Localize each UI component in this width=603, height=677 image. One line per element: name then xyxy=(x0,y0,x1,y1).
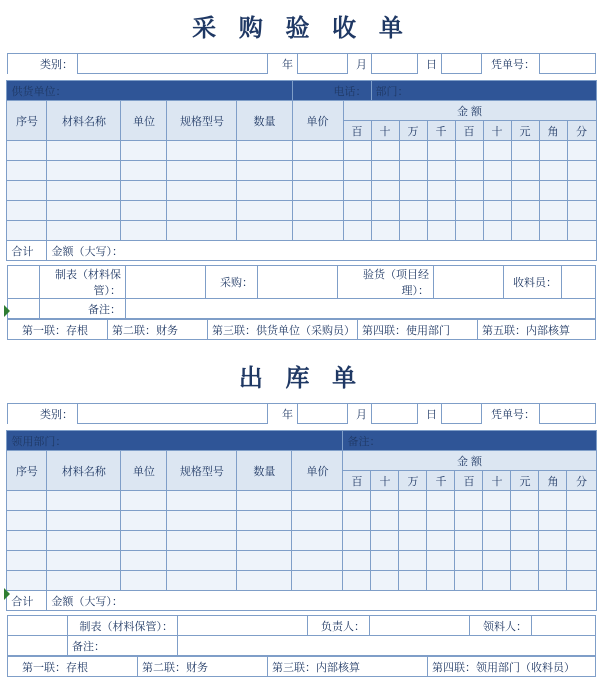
cell-amt-1[interactable] xyxy=(343,571,371,591)
purchase-col-unit: 单位 xyxy=(121,101,167,141)
cell-amt-7[interactable] xyxy=(511,221,539,241)
green-corner-marker xyxy=(4,588,10,600)
issue-category-input[interactable] xyxy=(78,404,268,424)
issue-column-header-row xyxy=(7,451,596,471)
cell-amt-3[interactable] xyxy=(399,161,427,181)
table-row[interactable] xyxy=(7,511,596,531)
cell-spec[interactable] xyxy=(167,551,237,571)
cell-unit[interactable] xyxy=(121,221,167,241)
purchase-unit-bai-1: 百 xyxy=(343,121,371,141)
purchase-col-amount-group: 金 额 xyxy=(343,101,596,121)
purchase-unit-bai-2: 百 xyxy=(455,121,483,141)
purchase-day-label: 日 xyxy=(418,54,442,74)
cell-amt-6[interactable] xyxy=(483,571,511,591)
issue-sign-spacer xyxy=(8,616,68,636)
purchase-main-table xyxy=(6,80,596,261)
purchase-unit-shi-1: 十 xyxy=(371,121,399,141)
issue-category-label: 类别： xyxy=(8,404,78,424)
issue-col-qty: 数量 xyxy=(237,451,292,491)
purchase-col-price: 单价 xyxy=(292,101,343,141)
cell-material[interactable] xyxy=(47,181,121,201)
cell-amt-8[interactable] xyxy=(539,571,567,591)
cell-amt-9[interactable] xyxy=(567,141,596,161)
table-row[interactable] xyxy=(7,181,596,201)
cell-qty[interactable] xyxy=(237,161,292,181)
cell-unit[interactable] xyxy=(121,161,167,181)
purchase-unit-fen: 分 xyxy=(567,121,596,141)
cell-no[interactable] xyxy=(7,141,47,161)
issue-copy-4: 第四联：领用部门（收料员） xyxy=(428,657,596,677)
cell-amt-5[interactable] xyxy=(455,221,483,241)
cell-amt-8[interactable] xyxy=(539,141,567,161)
cell-material[interactable] xyxy=(47,531,121,551)
issue-month-input[interactable] xyxy=(372,404,418,424)
cell-amt-2[interactable] xyxy=(371,141,399,161)
cell-amt-7[interactable] xyxy=(511,181,539,201)
cell-amt-1[interactable] xyxy=(343,551,371,571)
cell-amt-7[interactable] xyxy=(511,571,539,591)
cell-amt-1[interactable] xyxy=(343,221,371,241)
cell-amt-7[interactable] xyxy=(511,141,539,161)
cell-price[interactable] xyxy=(292,511,343,531)
issue-department-bar xyxy=(7,431,596,451)
cell-amt-4[interactable] xyxy=(427,511,455,531)
purchase-copy-3: 第三联：供货单位（采购员） xyxy=(208,320,358,340)
issue-col-material: 材料名称 xyxy=(47,451,121,491)
cell-material[interactable] xyxy=(47,551,121,571)
issue-department-label: 领用部门： xyxy=(7,431,343,451)
issue-voucher-label: 凭单号： xyxy=(482,404,540,424)
cell-amt-2[interactable] xyxy=(371,221,399,241)
cell-no[interactable] xyxy=(7,531,47,551)
cell-material[interactable] xyxy=(47,221,121,241)
purchase-info-table xyxy=(7,53,596,74)
table-row[interactable] xyxy=(7,571,596,591)
cell-no[interactable] xyxy=(7,511,47,531)
cell-amt-3[interactable] xyxy=(399,201,427,221)
cell-no[interactable] xyxy=(7,221,47,241)
purchase-sign-input-2[interactable] xyxy=(258,266,338,299)
purchase-sign-label-4: 收料员： xyxy=(504,266,562,299)
purchase-col-material: 材料名称 xyxy=(47,101,121,141)
issue-sign-label-2: 负责人： xyxy=(308,616,370,636)
issue-col-spec: 规格型号 xyxy=(167,451,237,491)
purchase-col-qty: 数量 xyxy=(237,101,292,141)
cell-amt-3[interactable] xyxy=(399,531,427,551)
cell-price[interactable] xyxy=(292,161,343,181)
issue-total-amount-in-words[interactable]: 金额（大写）： xyxy=(47,591,596,611)
purchase-unit-yuan: 元 xyxy=(511,121,539,141)
cell-spec[interactable] xyxy=(167,511,237,531)
cell-amt-3[interactable] xyxy=(399,551,427,571)
purchase-copy-1: 第一联：存根 xyxy=(8,320,108,340)
cell-amt-8[interactable] xyxy=(539,531,567,551)
cell-amt-8[interactable] xyxy=(539,201,567,221)
green-corner-marker xyxy=(4,305,10,317)
issue-copy-1: 第一联：存根 xyxy=(8,657,138,677)
cell-amt-7[interactable] xyxy=(511,201,539,221)
issue-col-no: 序号 xyxy=(7,451,47,491)
purchase-sign-input-4[interactable] xyxy=(562,266,596,299)
cell-amt-4[interactable] xyxy=(427,181,455,201)
section-issue-voucher xyxy=(0,350,603,677)
cell-price[interactable] xyxy=(292,201,343,221)
cell-amt-2[interactable] xyxy=(371,181,399,201)
issue-col-price: 单价 xyxy=(292,451,343,491)
issue-main-table xyxy=(6,430,596,611)
cell-amt-2[interactable] xyxy=(371,531,399,551)
cell-amt-4[interactable] xyxy=(427,491,455,511)
cell-material[interactable] xyxy=(47,491,121,511)
issue-signature-table xyxy=(7,615,596,656)
cell-amt-9[interactable] xyxy=(567,161,596,181)
cell-qty[interactable] xyxy=(237,531,292,551)
issue-copy-2: 第二联：财务 xyxy=(138,657,268,677)
cell-amt-6[interactable] xyxy=(483,201,511,221)
table-row[interactable] xyxy=(7,141,596,161)
purchase-copy-4: 第四联：使用部门 xyxy=(358,320,478,340)
cell-amt-3[interactable] xyxy=(399,491,427,511)
cell-amt-5[interactable] xyxy=(455,571,483,591)
cell-spec[interactable] xyxy=(167,141,237,161)
cell-amt-9[interactable] xyxy=(567,181,596,201)
cell-amt-5[interactable] xyxy=(455,531,483,551)
purchase-sign-spacer xyxy=(8,266,40,299)
cell-qty[interactable] xyxy=(237,221,292,241)
cell-unit[interactable] xyxy=(121,141,167,161)
cell-amt-9[interactable] xyxy=(567,221,596,241)
cell-no[interactable] xyxy=(7,201,47,221)
cell-unit[interactable] xyxy=(121,531,167,551)
cell-qty[interactable] xyxy=(237,551,292,571)
cell-amt-2[interactable] xyxy=(371,551,399,571)
cell-amt-4[interactable] xyxy=(427,571,455,591)
issue-unit-shi-2: 十 xyxy=(483,471,511,491)
cell-unit[interactable] xyxy=(121,201,167,221)
cell-amt-2[interactable] xyxy=(371,161,399,181)
issue-day-label: 日 xyxy=(418,404,442,424)
purchase-col-no: 序号 xyxy=(7,101,47,141)
table-row[interactable] xyxy=(7,161,596,181)
cell-no[interactable] xyxy=(7,181,47,201)
purchase-department-label: 部门： xyxy=(371,81,596,101)
cell-amt-9[interactable] xyxy=(567,531,596,551)
cell-amt-5[interactable] xyxy=(455,181,483,201)
issue-col-amount-group: 金 额 xyxy=(343,451,596,471)
cell-qty[interactable] xyxy=(237,511,292,531)
issue-remark-bar-label: 备注： xyxy=(343,431,596,451)
cell-amt-1[interactable] xyxy=(343,201,371,221)
cell-amt-1[interactable] xyxy=(343,141,371,161)
cell-no[interactable] xyxy=(7,491,47,511)
cell-price[interactable] xyxy=(292,571,343,591)
issue-sign-input-2[interactable] xyxy=(370,616,470,636)
issue-unit-jiao: 角 xyxy=(539,471,567,491)
cell-amt-5[interactable] xyxy=(455,511,483,531)
cell-qty[interactable] xyxy=(237,571,292,591)
cell-unit[interactable] xyxy=(121,571,167,591)
purchase-column-header-row xyxy=(7,101,596,121)
purchase-remark-input[interactable] xyxy=(126,299,596,319)
cell-amt-8[interactable] xyxy=(539,511,567,531)
issue-remark-input[interactable] xyxy=(178,636,596,656)
purchase-sign-label-3: 验货（项目经理）： xyxy=(338,266,434,299)
purchase-year-input[interactable] xyxy=(298,54,348,74)
cell-qty[interactable] xyxy=(237,141,292,161)
purchase-signature-table xyxy=(7,265,596,319)
issue-year-label: 年 xyxy=(268,404,298,424)
purchase-sign-label-1: 制表（材料保管）： xyxy=(40,266,126,299)
cell-amt-6[interactable] xyxy=(483,551,511,571)
cell-spec[interactable] xyxy=(167,221,237,241)
issue-unit-fen: 分 xyxy=(567,471,596,491)
issue-sign-label-1: 制表（材料保管）： xyxy=(68,616,178,636)
cell-spec[interactable] xyxy=(167,181,237,201)
cell-amt-9[interactable] xyxy=(567,491,596,511)
cell-material[interactable] xyxy=(47,511,121,531)
issue-unit-bai-1: 百 xyxy=(343,471,371,491)
cell-material[interactable] xyxy=(47,571,121,591)
purchase-copy-2: 第二联：财务 xyxy=(108,320,208,340)
cell-amt-5[interactable] xyxy=(455,491,483,511)
purchase-unit-wan: 万 xyxy=(399,121,427,141)
cell-amt-5[interactable] xyxy=(455,161,483,181)
cell-price[interactable] xyxy=(292,531,343,551)
cell-amt-4[interactable] xyxy=(427,531,455,551)
issue-day-input[interactable] xyxy=(442,404,482,424)
page-title-issue: 出 库 单 xyxy=(238,365,365,392)
purchase-sign-input-3[interactable] xyxy=(434,266,504,299)
cell-price[interactable] xyxy=(292,221,343,241)
purchase-copy-5: 第五联：内部核算 xyxy=(478,320,596,340)
cell-amt-3[interactable] xyxy=(399,221,427,241)
issue-year-input[interactable] xyxy=(298,404,348,424)
cell-no[interactable] xyxy=(7,571,47,591)
issue-sign-input-3[interactable] xyxy=(532,616,596,636)
cell-amt-9[interactable] xyxy=(567,511,596,531)
issue-sign-label-3: 领料人： xyxy=(470,616,532,636)
cell-amt-7[interactable] xyxy=(511,511,539,531)
cell-amt-1[interactable] xyxy=(343,491,371,511)
purchase-unit-shi-2: 十 xyxy=(483,121,511,141)
purchase-unit-qian: 千 xyxy=(427,121,455,141)
cell-spec[interactable] xyxy=(167,571,237,591)
cell-amt-4[interactable] xyxy=(427,201,455,221)
cell-amt-6[interactable] xyxy=(483,531,511,551)
cell-spec[interactable] xyxy=(167,531,237,551)
cell-amt-6[interactable] xyxy=(483,181,511,201)
purchase-sign-label-2: 采购： xyxy=(206,266,258,299)
table-row[interactable] xyxy=(7,491,596,511)
issue-unit-bai-2: 百 xyxy=(455,471,483,491)
cell-amt-8[interactable] xyxy=(539,491,567,511)
cell-amt-9[interactable] xyxy=(567,551,596,571)
purchase-month-input[interactable] xyxy=(372,54,418,74)
cell-price[interactable] xyxy=(292,141,343,161)
table-row[interactable] xyxy=(7,531,596,551)
issue-remark-spacer xyxy=(8,636,68,656)
issue-remark-label: 备注： xyxy=(68,636,178,656)
purchase-total-label: 合计 xyxy=(7,241,47,261)
purchase-month-label: 月 xyxy=(348,54,372,74)
issue-copy-3: 第三联：内部核算 xyxy=(268,657,428,677)
purchase-voucher-label: 凭单号： xyxy=(482,54,540,74)
cell-amt-7[interactable] xyxy=(511,161,539,181)
cell-spec[interactable] xyxy=(167,161,237,181)
cell-amt-6[interactable] xyxy=(483,221,511,241)
cell-amt-4[interactable] xyxy=(427,221,455,241)
cell-material[interactable] xyxy=(47,201,121,221)
issue-info-table xyxy=(7,403,596,424)
purchase-year-label: 年 xyxy=(268,54,298,74)
issue-month-label: 月 xyxy=(348,404,372,424)
cell-amt-9[interactable] xyxy=(567,201,596,221)
cell-amt-6[interactable] xyxy=(483,511,511,531)
cell-unit[interactable] xyxy=(121,181,167,201)
cell-amt-9[interactable] xyxy=(567,571,596,591)
purchase-sign-input-1[interactable] xyxy=(126,266,206,299)
issue-total-row xyxy=(7,591,596,611)
issue-unit-qian: 千 xyxy=(427,471,455,491)
cell-amt-3[interactable] xyxy=(399,141,427,161)
purchase-supplier-bar xyxy=(7,81,596,101)
cell-amt-8[interactable] xyxy=(539,181,567,201)
cell-no[interactable] xyxy=(7,551,47,571)
purchase-total-amount-in-words[interactable]: 金额（大写）： xyxy=(47,241,596,261)
issue-copies-row xyxy=(7,656,596,677)
cell-amt-1[interactable] xyxy=(343,161,371,181)
table-row[interactable] xyxy=(7,221,596,241)
cell-amt-8[interactable] xyxy=(539,161,567,181)
purchase-voucher-input[interactable] xyxy=(540,54,596,74)
cell-material[interactable] xyxy=(47,141,121,161)
cell-amt-6[interactable] xyxy=(483,161,511,181)
cell-unit[interactable] xyxy=(121,491,167,511)
cell-amt-7[interactable] xyxy=(511,551,539,571)
cell-amt-4[interactable] xyxy=(427,161,455,181)
page-title-purchase: 采 购 验 收 单 xyxy=(192,15,411,42)
cell-price[interactable] xyxy=(292,181,343,201)
cell-amt-1[interactable] xyxy=(343,531,371,551)
cell-amt-4[interactable] xyxy=(427,551,455,571)
cell-amt-3[interactable] xyxy=(399,571,427,591)
purchase-total-row xyxy=(7,241,596,261)
cell-amt-6[interactable] xyxy=(483,141,511,161)
cell-amt-3[interactable] xyxy=(399,181,427,201)
purchase-col-spec: 规格型号 xyxy=(167,101,237,141)
table-row[interactable] xyxy=(7,551,596,571)
cell-amt-2[interactable] xyxy=(371,201,399,221)
cell-amt-5[interactable] xyxy=(455,201,483,221)
cell-amt-7[interactable] xyxy=(511,531,539,551)
cell-amt-7[interactable] xyxy=(511,491,539,511)
cell-amt-8[interactable] xyxy=(539,221,567,241)
purchase-remark-label: 备注： xyxy=(40,299,126,319)
cell-amt-1[interactable] xyxy=(343,511,371,531)
purchase-phone-label: 电话： xyxy=(292,81,371,101)
cell-amt-2[interactable] xyxy=(371,571,399,591)
cell-unit[interactable] xyxy=(121,551,167,571)
issue-sign-input-1[interactable] xyxy=(178,616,308,636)
cell-spec[interactable] xyxy=(167,491,237,511)
purchase-category-label: 类别： xyxy=(8,54,78,74)
cell-no[interactable] xyxy=(7,161,47,181)
purchase-supplier-label: 供货单位： xyxy=(7,81,292,101)
purchase-category-input[interactable] xyxy=(78,54,268,74)
purchase-unit-jiao: 角 xyxy=(539,121,567,141)
cell-spec[interactable] xyxy=(167,201,237,221)
cell-price[interactable] xyxy=(292,491,343,511)
cell-amt-4[interactable] xyxy=(427,141,455,161)
purchase-day-input[interactable] xyxy=(442,54,482,74)
issue-col-unit: 单位 xyxy=(121,451,167,491)
cell-amt-6[interactable] xyxy=(483,491,511,511)
issue-voucher-input[interactable] xyxy=(540,404,596,424)
cell-qty[interactable] xyxy=(237,201,292,221)
cell-amt-1[interactable] xyxy=(343,181,371,201)
cell-amt-2[interactable] xyxy=(371,491,399,511)
purchase-copies-row xyxy=(7,319,596,340)
cell-qty[interactable] xyxy=(237,491,292,511)
purchase-remark-spacer xyxy=(8,299,40,319)
issue-unit-yuan: 元 xyxy=(511,471,539,491)
cell-price[interactable] xyxy=(292,551,343,571)
table-row[interactable] xyxy=(7,201,596,221)
cell-amt-8[interactable] xyxy=(539,551,567,571)
cell-amt-5[interactable] xyxy=(455,141,483,161)
cell-qty[interactable] xyxy=(237,181,292,201)
cell-amt-3[interactable] xyxy=(399,511,427,531)
cell-amt-5[interactable] xyxy=(455,551,483,571)
issue-unit-shi-1: 十 xyxy=(371,471,399,491)
issue-total-label: 合计 xyxy=(7,591,47,611)
cell-material[interactable] xyxy=(47,161,121,181)
issue-unit-wan: 万 xyxy=(399,471,427,491)
cell-amt-2[interactable] xyxy=(371,511,399,531)
cell-unit[interactable] xyxy=(121,511,167,531)
